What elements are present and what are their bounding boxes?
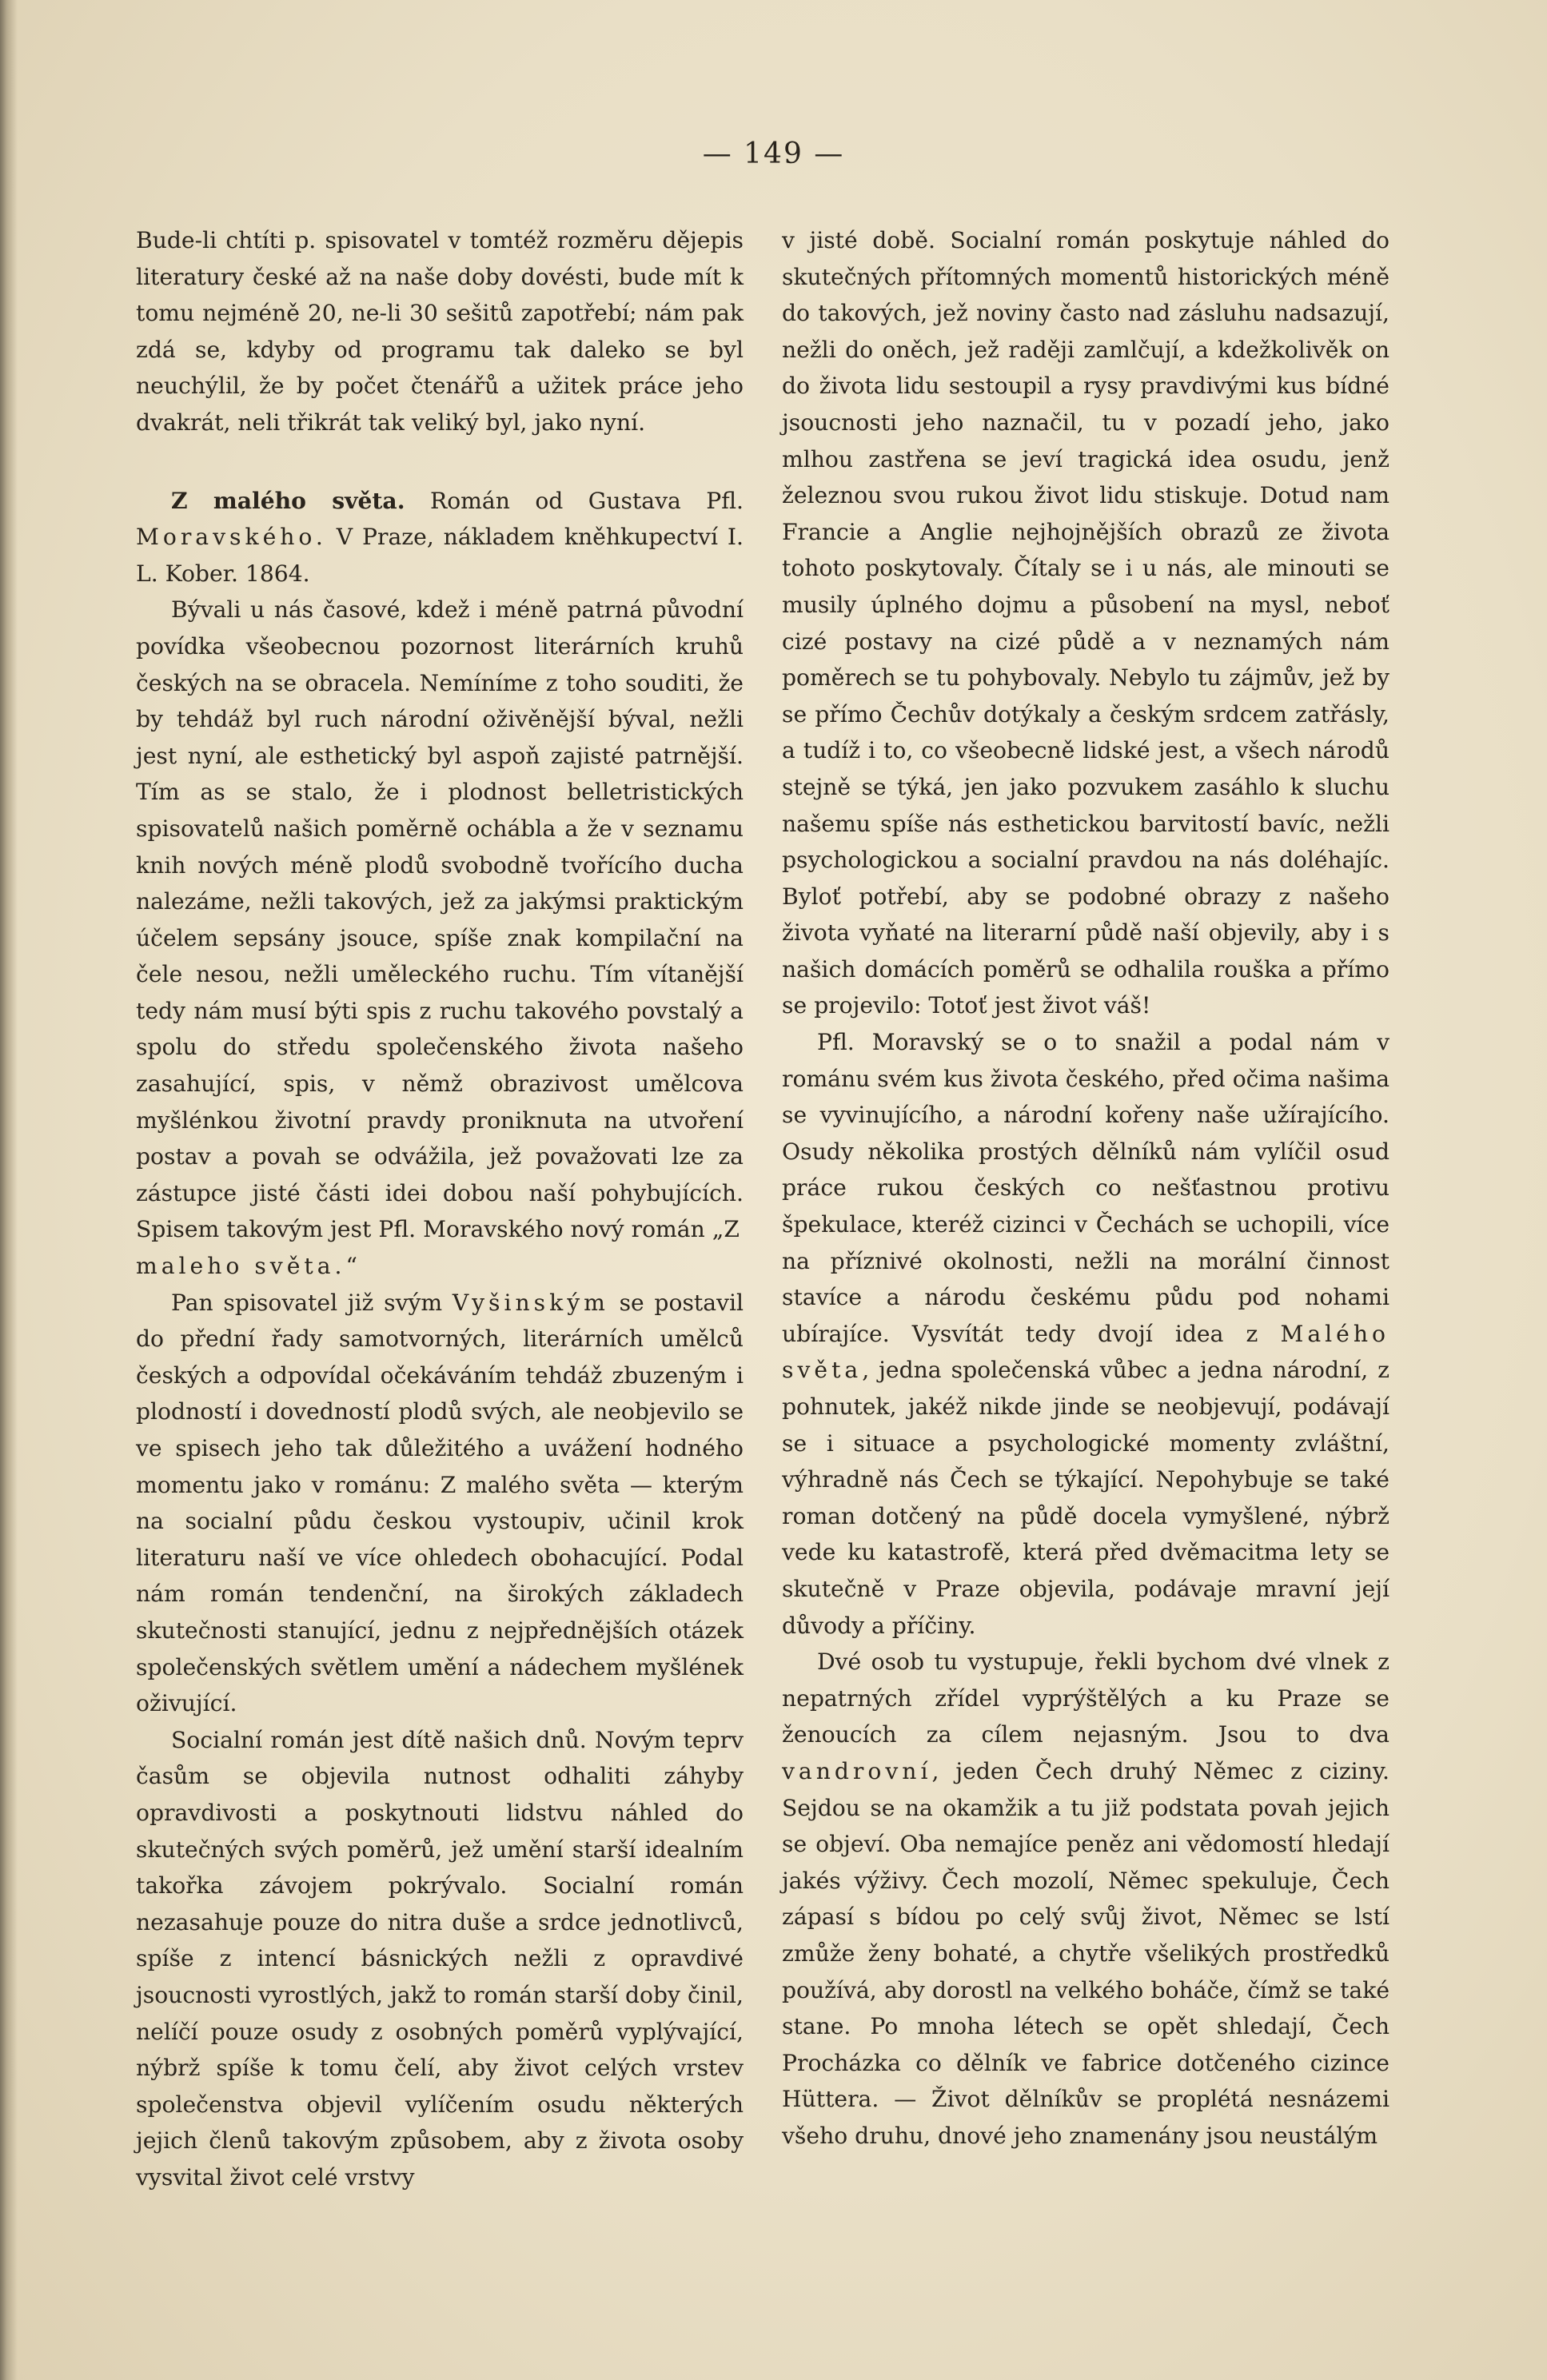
novel-title: Z maleho světa. (136, 1216, 744, 1280)
emphasized-word: vandrovní (782, 1757, 932, 1784)
right-column (782, 222, 1390, 2154)
paragraph (136, 592, 744, 1284)
paragraph: v jisté době. Socialní román poskytuje náhled do skutečných přítomných momentů historických méně do takových, jež noviny často nad zásluhu nadsazují, nežli do oněch, jež raději zamlčují, a kdežkolivěk on do života lidu sestoupil a rysy pravdivými kus bídné jsoucnosti jeho naznačil, tu v pozadí jeho, jako mlhou zastřena se jeví tragická idea osudu, jenž železnou svou rukou život lidu stiskuje. Dotud nam Francie a Anglie nejhojnějších obrazů ze života tohoto poskytovaly. Čítaly se i u nás, ale minouti se musily úplného dojmu a působení na mysl, neboť cizé postavy na cizé půdě a v neznamých nám poměrech se tu pohybovaly. Nebylo tu zájmův, jež by se přímo Čechův dotýkaly a českým srdcem zatřásly, a tudíž i to, co všeobecně lidské jest, a všech národů stejně se týká, jen jako pozvukem zasáhlo k sluchu našemu spíše nás esthetickou barvitostí bavíc, nežli psychologickou a socialní pravdou na nás doléhajíc. Byloť potřebí, aby se podobné obrazy z našeho života vyňaté na literarní půdě naší objevily, aby i s našich domácích poměrů se odhalila rouška a přímo se projevilo: Totoť jest život váš! (782, 227, 1390, 1019)
binding-edge-shadow (0, 0, 18, 2380)
paragraph: Socialní román jest dítě našich dnů. Novým teprv časům se objevila nutnost odhaliti záhyby opravdivosti a poskytnouti lidstvu náhled do skutečných svých poměrů, jež umění starší idealním takořka závojem pokrývalo. Socialní román nezasahuje pouze do nitra duše a srdce jednotlivců, spíše z intencí básnických nežli z opravdivé jsoucnosti vyrostlých, jakž to román starší doby činil, nelíčí pouze osudy z osobných poměrů vyplývající, nýbrž spíše k tomu čelí, aby život celých vrstev společenstva objevil vylíčením osudu některých jejich členů takovým způsobem, aby z života osoby vysvital život celé vrstvy (136, 1726, 744, 2191)
novel-title: Malého světa (782, 1320, 1390, 1384)
paragraph (782, 1644, 1390, 2154)
paragraph (136, 1285, 744, 1722)
paragraph: Bude-li chtíti p. spisovatel v tomtéž rozměru dějepis literatury české až na naše doby dovésti, bude mít k tomu nejméně 20, ne-li 30 sešitů zapotřebí; nám pak zdá se, kdyby od programu tak daleko se byl neuchýlil, že by počet čtenářů a užitek práce jeho dvakrát, neli třikrát tak veliký byl, jako nyní. (136, 227, 744, 436)
page-number: — 149 — (702, 138, 845, 170)
paragraph-text: Pfl. Moravský se o to snažil a podal nám v románu svém kus života českého, před očima našima se vyvinujícího, a národní kořeny naše užírajícího. Osudy několika prostých dělníků nám vylíčil osud práce rukou českých co nešťastnou protivu špekulace, kteréž cizinci v Čechách se uchopili, více na příznivé okolnosti, nežli na morální činnost stavíce a národu českému půdu pod nohami ubírajíce. Vysvítát tedy dvojí idea z (782, 1029, 1390, 1347)
paragraph-text: Pan spisovatel již svým (171, 1289, 453, 1316)
book-info: Román od Gustava Pfl. (405, 487, 744, 514)
book-entry-heading (136, 483, 744, 592)
book-title: Z malého světa. (171, 487, 405, 514)
paragraph-text: Bývali u nás časové, kdež i méně patrná původní povídka všeobecnou pozornost literárních kruhů českých na se obracela. Nemíníme z toho souditi, že by tehdáž byl ruch národní oživěnější býval, nežli jest nyní, ale esthetický byl aspoň zajisté patrnější. Tím as se stalo, že i plodnost belletristických spisovatelů našich poměrně ochábla a že v seznamu knih nových méně plodů svobodně tvořícího ducha nalezáme, nežli takových, jež za jakýmsi praktickým účelem sepsány jsouce, spíše znak kompilační na čele nesou, nežli uměleckého ruchu. Tím vítanější tedy nám musí býti spis z ruchu takového povstalý a spolu do středu společenského života našeho zasahující, spis, v němž obrazivost umělcova myšlénkou životní pravdy proniknuta na utvoření postav a povah se odvážila, jež považovati lze za zástupce jisté části idei dobou naší pohybujících. Spisem takovým jest Pfl. Moravského nový román „ (136, 596, 744, 1243)
left-column (136, 222, 744, 2195)
book-author: Moravského. (136, 524, 327, 551)
paragraph-text: , jeden Čech druhý Němec z ciziny. Sejdou se na okamžik a tu již podstata povah jejich se objeví. Oba nemajíce peněz ani vědomostí hledají jakés výživy. Čech mozolí, Němec spekuluje, Čech zápasí s bídou po celý svůj život, Němec se lstí zmůže ženy bohaté, a chytře všelikých prostředků používá, aby dorostl na velkého boháče, čímž se také stane. Po mnoha létech se opět shledají, Čech Procházka co dělník ve fabrice dotčeného cizince Hüttera. — Život dělníkův se proplétá nesnázemi všeho druhu, dnové jeho znamenány jsou neustálým (782, 1757, 1390, 2149)
work-title: Vyšinským (452, 1289, 609, 1316)
paragraph (782, 1024, 1390, 1644)
paragraph-text: , jedna společenská vůbec a jedna národní, z pohnutek, jakéž nikde jinde se neobjevují, podávají se i situace a psychologické momenty zvláštní, výhradně nás Čech se týkající. Nepohybuje se také roman dotčený na půdě docela vymyšlené, nýbrž vede ku katastrofě, která před dvěmacitma lety se skutečně v Praze objevila, podávaje mravní její důvody a příčiny. (782, 1357, 1390, 1639)
paragraph-text: Dvé osob tu vystupuje, řekli bychom dvé vlnek z nepatrných zřídel vyprýštělých a ku Praze se ženoucích za cílem nejasným. Jsou to dva (782, 1648, 1390, 1748)
paragraph-text: se postavil do přední řady samotvorných, literárních umělců českých a odpovídal očekáváním tehdáž zbuzeným i plodností i dovedností plodů svých, ale neobjevilo se ve spisech jeho tak důležitého a uvážení hodného momentu jako v románu: Z malého světa — kterým na socialní půdu českou vystoupiv, učinil krok literaturu naší ve více ohledech obohacující. Podal nám román tendenční, na širokých základech skutečnosti stanující, jednu z nejpřednějších otázek společenských světlem umění a nádechem myšlének oživující. (136, 1289, 744, 1717)
closing-quote: “ (345, 1253, 357, 1280)
book-publisher: V Praze, nákladem kněhkupectví I. L. Kober. 1864. (136, 524, 744, 587)
